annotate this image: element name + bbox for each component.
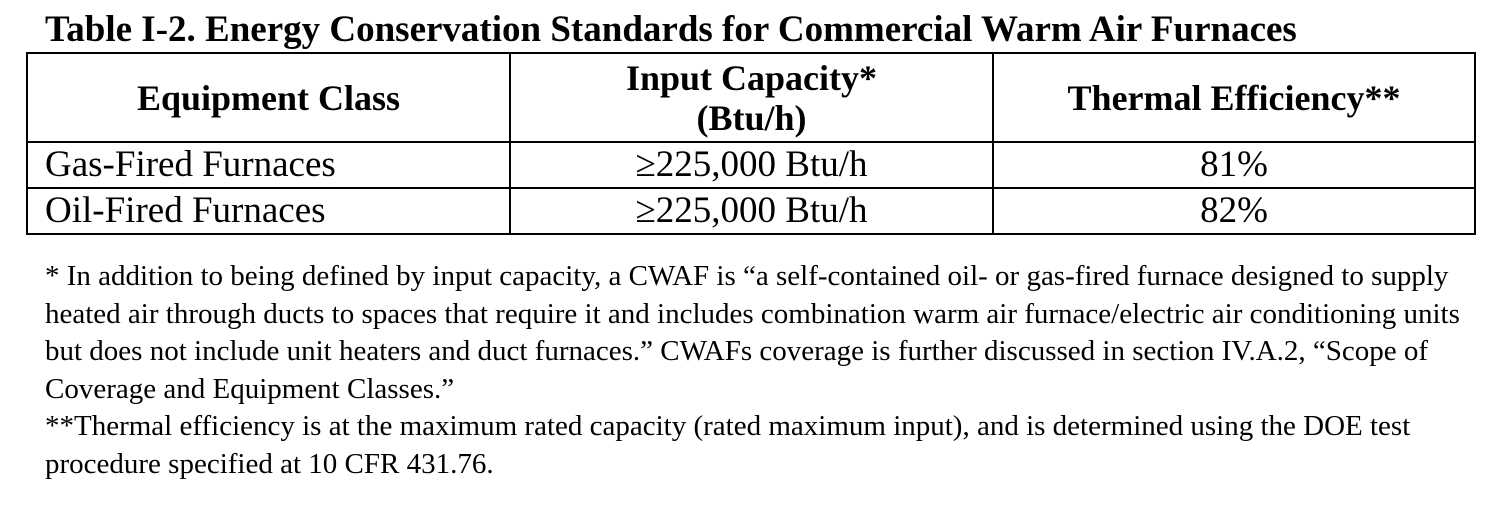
cell-thermal-efficiency: 81% [993, 142, 1475, 188]
cell-equipment-class: Oil-Fired Furnaces [27, 188, 510, 234]
table-title: Table I-2. Energy Conservation Standards for Commercial Warm Air Furnaces [45, 9, 1297, 50]
cell-thermal-efficiency: 82% [993, 188, 1475, 234]
table-header [27, 53, 1475, 142]
header-equipment-class: Equipment Class [27, 53, 510, 142]
cell-input-capacity: ≥225,000 Btu/h [510, 142, 993, 188]
cell-equipment-class: Gas-Fired Furnaces [27, 142, 510, 188]
header-thermal-efficiency: Thermal Efficiency** [993, 53, 1475, 142]
header-row [27, 53, 1475, 142]
table-row [27, 188, 1475, 234]
footnote-single-star: * In addition to being defined by input capacity, a CWAF is “a self-contained oil- or gas-fired furnace designed to supply heated air through ducts to spaces that require it and includes combination warm air furnace/electric air conditioning units but does not include unit heaters and duct furnaces.” CWAFs coverage is further discussed in section IV.A.2, “Scope of Coverage and Equipment Classes.” [45, 260, 1460, 405]
table-body [27, 142, 1475, 234]
footnote-double-star: **Thermal efficiency is at the maximum rated capacity (rated maximum input), and is determined using the DOE test procedure specified at 10 CFR 431.76. [45, 410, 1411, 480]
header-input-capacity-line2: (Btu/h) [696, 97, 807, 138]
header-input-capacity [510, 53, 993, 142]
cell-input-capacity: ≥225,000 Btu/h [510, 188, 993, 234]
standards-table [26, 52, 1476, 235]
footnotes [45, 258, 1465, 484]
header-input-capacity-line1: Input Capacity* [625, 57, 878, 98]
table-row [27, 142, 1475, 188]
